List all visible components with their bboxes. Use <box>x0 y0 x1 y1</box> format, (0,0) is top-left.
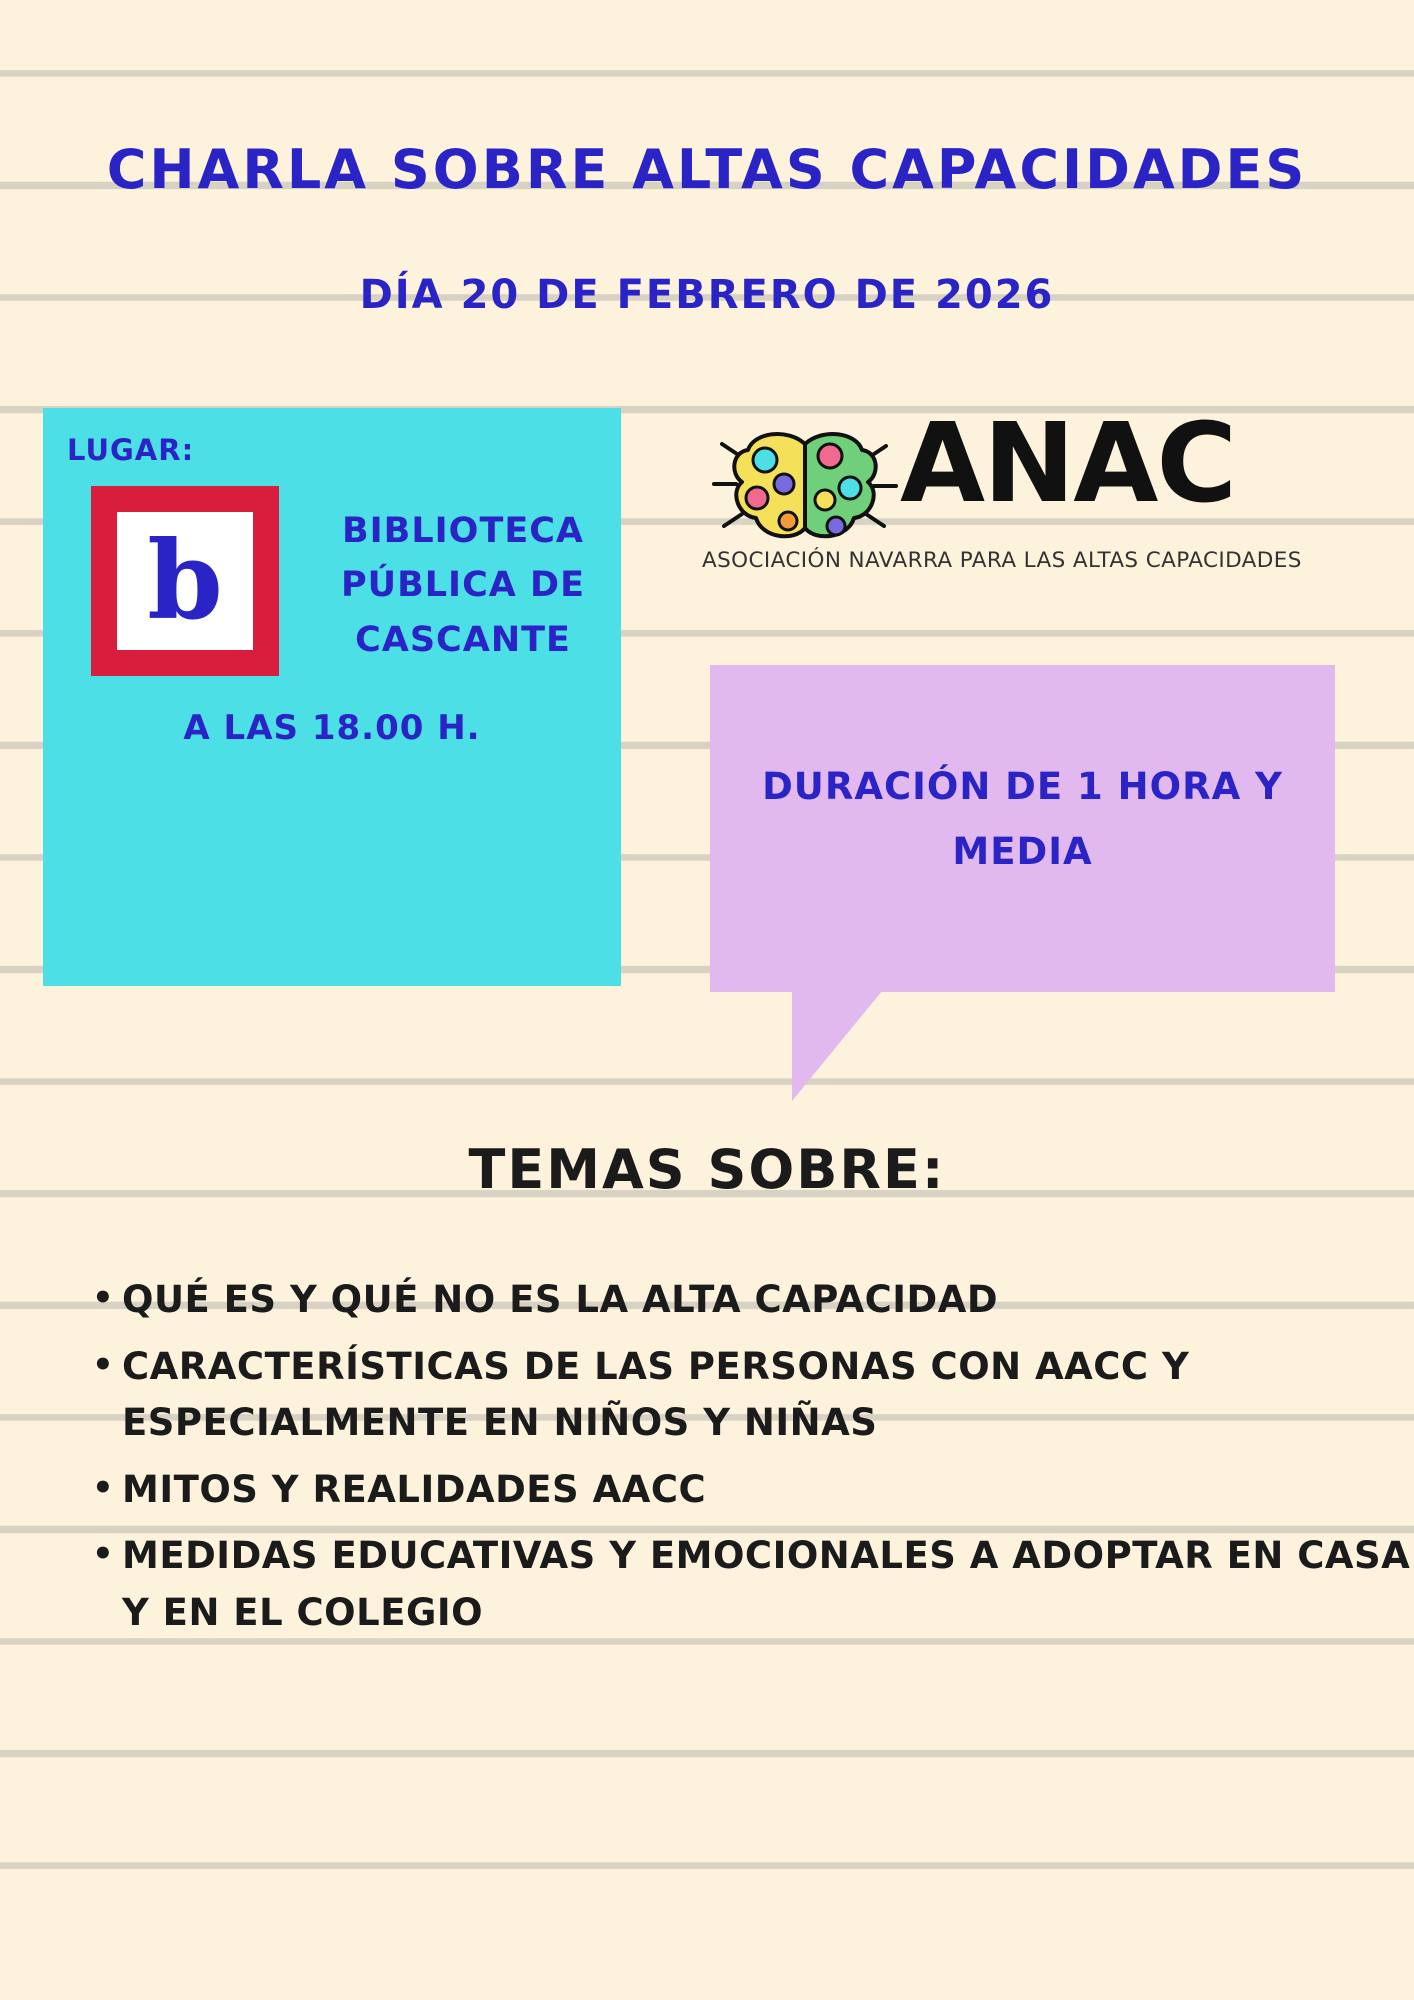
topics-heading: TEMAS SOBRE: <box>468 1138 946 1201</box>
page-title: CHARLA SOBRE ALTAS CAPACIDADES <box>106 138 1308 201</box>
list-item <box>92 1339 1414 1452</box>
bullet-icon: • <box>92 1467 115 1508</box>
library-logo-letter: b <box>147 518 223 644</box>
bullet-icon: • <box>92 1278 115 1318</box>
anac-acronym: ANAC <box>900 399 1236 527</box>
topics-list <box>40 1272 1414 1652</box>
venue-label: LUGAR: <box>67 433 195 467</box>
list-item-label: QUÉ ES Y QUÉ NO ES LA ALTA CAPACIDAD <box>122 1278 999 1321</box>
bullet-icon: • <box>92 1534 115 1575</box>
anac-logo <box>700 399 1360 600</box>
event-date: DÍA 20 DE FEBRERO DE 2026 <box>359 272 1055 318</box>
brain-icon <box>710 426 900 551</box>
duration-callout <box>710 665 1335 992</box>
venue-card <box>43 408 621 986</box>
list-item-label: MITOS Y REALIDADES AACC <box>122 1467 707 1511</box>
list-item <box>92 1528 1414 1641</box>
anac-tagline: ASOCIACIÓN NAVARRA PARA LAS ALTAS CAPACIDADES <box>702 548 1302 573</box>
list-item <box>92 1272 1414 1329</box>
library-logo-icon <box>91 486 279 676</box>
bullet-icon: • <box>92 1344 115 1385</box>
duration-text: DURACIÓN DE 1 HORA Y MEDIA <box>762 765 1283 873</box>
venue-time: A LAS 18.00 H. <box>183 708 481 748</box>
list-item-label: MEDIDAS EDUCATIVAS Y EMOCIONALES A ADOPTAR EN CASA Y EN EL COLEGIO <box>122 1534 1411 1635</box>
callout-tail <box>792 991 882 1101</box>
list-item <box>92 1462 1414 1519</box>
venue-name: BIBLIOTECA PÚBLICA DE CASCANTE <box>341 511 585 660</box>
list-item-label: CARACTERÍSTICAS DE LAS PERSONAS CON AACC Y ESPECIALMENTE EN NIÑOS Y NIÑAS <box>122 1344 1190 1445</box>
library-logo-inner <box>113 508 257 654</box>
